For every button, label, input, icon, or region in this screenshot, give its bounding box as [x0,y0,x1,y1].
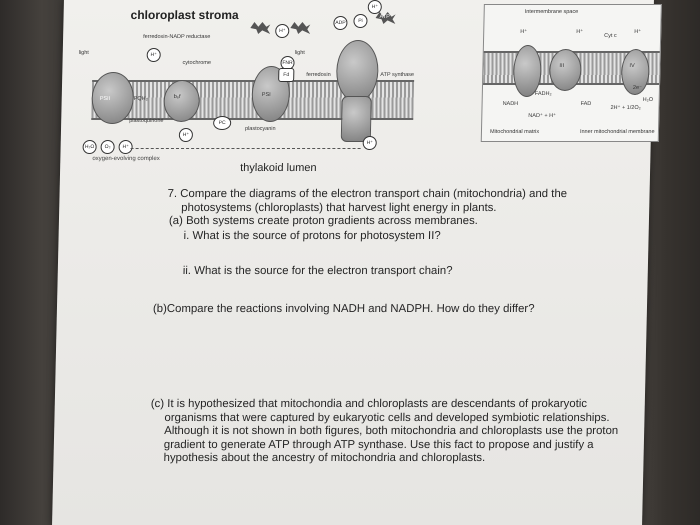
question-7c [149,398,621,466]
light-label-mid: light [294,50,305,56]
atp-label: ATP [379,14,390,20]
oxygen-evolving-complex-label: oxygen-evolving complex [92,156,160,162]
nadp-star-icon [290,22,310,34]
plastoquinone-label: plastoquinone [129,118,164,124]
question-7c-text: (c) It is hypothesized that mitochondia and chloroplasts are descendants of prokaryotic organisms that were captured by eukaryotic cells and developed symbiotic relationships. Although it is not shown in both figures, both mitochondria and chloroplasts use the proton gradient to generate ATP through ATP synthase. Use this fact to propose and justify a hypothesis about the ancestry of mitochondria and chloroplasts. [150,398,619,465]
psi-label: PSI [261,92,271,98]
fnr-ion: FNR [280,56,294,70]
h-plus-lumen-1: H⁺ [179,128,193,142]
question-7a-text: (a) Both systems create proton gradients across membranes. [168,215,479,228]
atp-synthase-label: ATP synthase [380,72,415,78]
inner-membrane-label: Inner mitochondrial membrane [579,129,655,135]
fd-ion: Fd [278,68,294,82]
b6f-label: b₆f [173,94,181,100]
two-e-label: 2e⁻ [632,85,643,91]
h-plus-top: H⁺ [368,0,382,14]
complex-iii-label: III [559,63,565,69]
h2o-ion: H₂O [82,140,96,154]
cytc-label: Cyt c [604,33,617,39]
h-plus-lumen-2: H⁺ [118,140,132,154]
pq-label: PQH₂ [133,96,148,102]
nadh-label: NADH [502,101,519,107]
mito-h2o-label: H₂O [642,97,654,103]
intermembrane-label: Intermembrane space [524,9,579,15]
fadh2-label: FADH₂ [534,91,552,97]
pi-ion: Pi [353,14,367,28]
h-plus-lumen-3: H⁺ [363,136,377,150]
chloroplast-stroma-title: chloroplast stroma [130,8,239,22]
question-7 [167,188,608,229]
mito-h-plus-2: H⁺ [576,29,584,35]
psii-label: PSII [99,96,111,102]
mitochondria-diagram [481,4,662,142]
light-label-left: light [78,50,89,56]
electron-path-line [131,148,361,149]
h-plus-stroma-1: H⁺ [275,24,289,38]
ferredoxin-label: ferredoxin [306,72,331,78]
o2-ion: O₂ [100,140,114,154]
ferredoxin-nadp-label: ferredoxin-NADP reductase [143,34,211,40]
question-7b-text: (b)Compare the reactions involving NADH and NADPH. How do they differ? [152,303,535,315]
question-7a-i: i. What is the source of protons for photosystem II? [183,230,441,242]
h-plus-stroma-2: H⁺ [147,48,161,62]
question-7-text: 7. Compare the diagrams of the electron transport chain (mitochondria) and the photosystems (chloroplasts) that harvest light energy in plants. [167,188,568,214]
worksheet-page [52,0,654,525]
fad-label: FAD [580,101,592,107]
cytochrome-label: cytochrome [182,60,212,66]
mito-h-plus-3: H⁺ [634,29,642,35]
nadph-star-icon [250,22,270,34]
complex-i [513,45,542,97]
complex-iv-label: IV [629,63,635,69]
atp-synthase-base [341,96,372,142]
mito-h-plus-1: H⁺ [520,29,528,35]
electron-transport-diagrams [72,0,655,162]
matrix-label: Mitochondrial matrix [489,129,540,135]
pc-ion: PC [213,116,231,130]
question-7a-ii: ii. What is the source for the electron transport chain? [182,265,453,277]
question-7b [153,303,603,317]
adp-ion: ADP [333,16,347,30]
nad-label: NAD⁺ + H⁺ [528,113,557,119]
plastocyanin-label: plastocyanin [244,126,276,132]
two-h-label: 2H⁺ + 1/2O₂ [610,105,641,111]
thylakoid-lumen-title: thylakoid lumen [240,162,317,174]
